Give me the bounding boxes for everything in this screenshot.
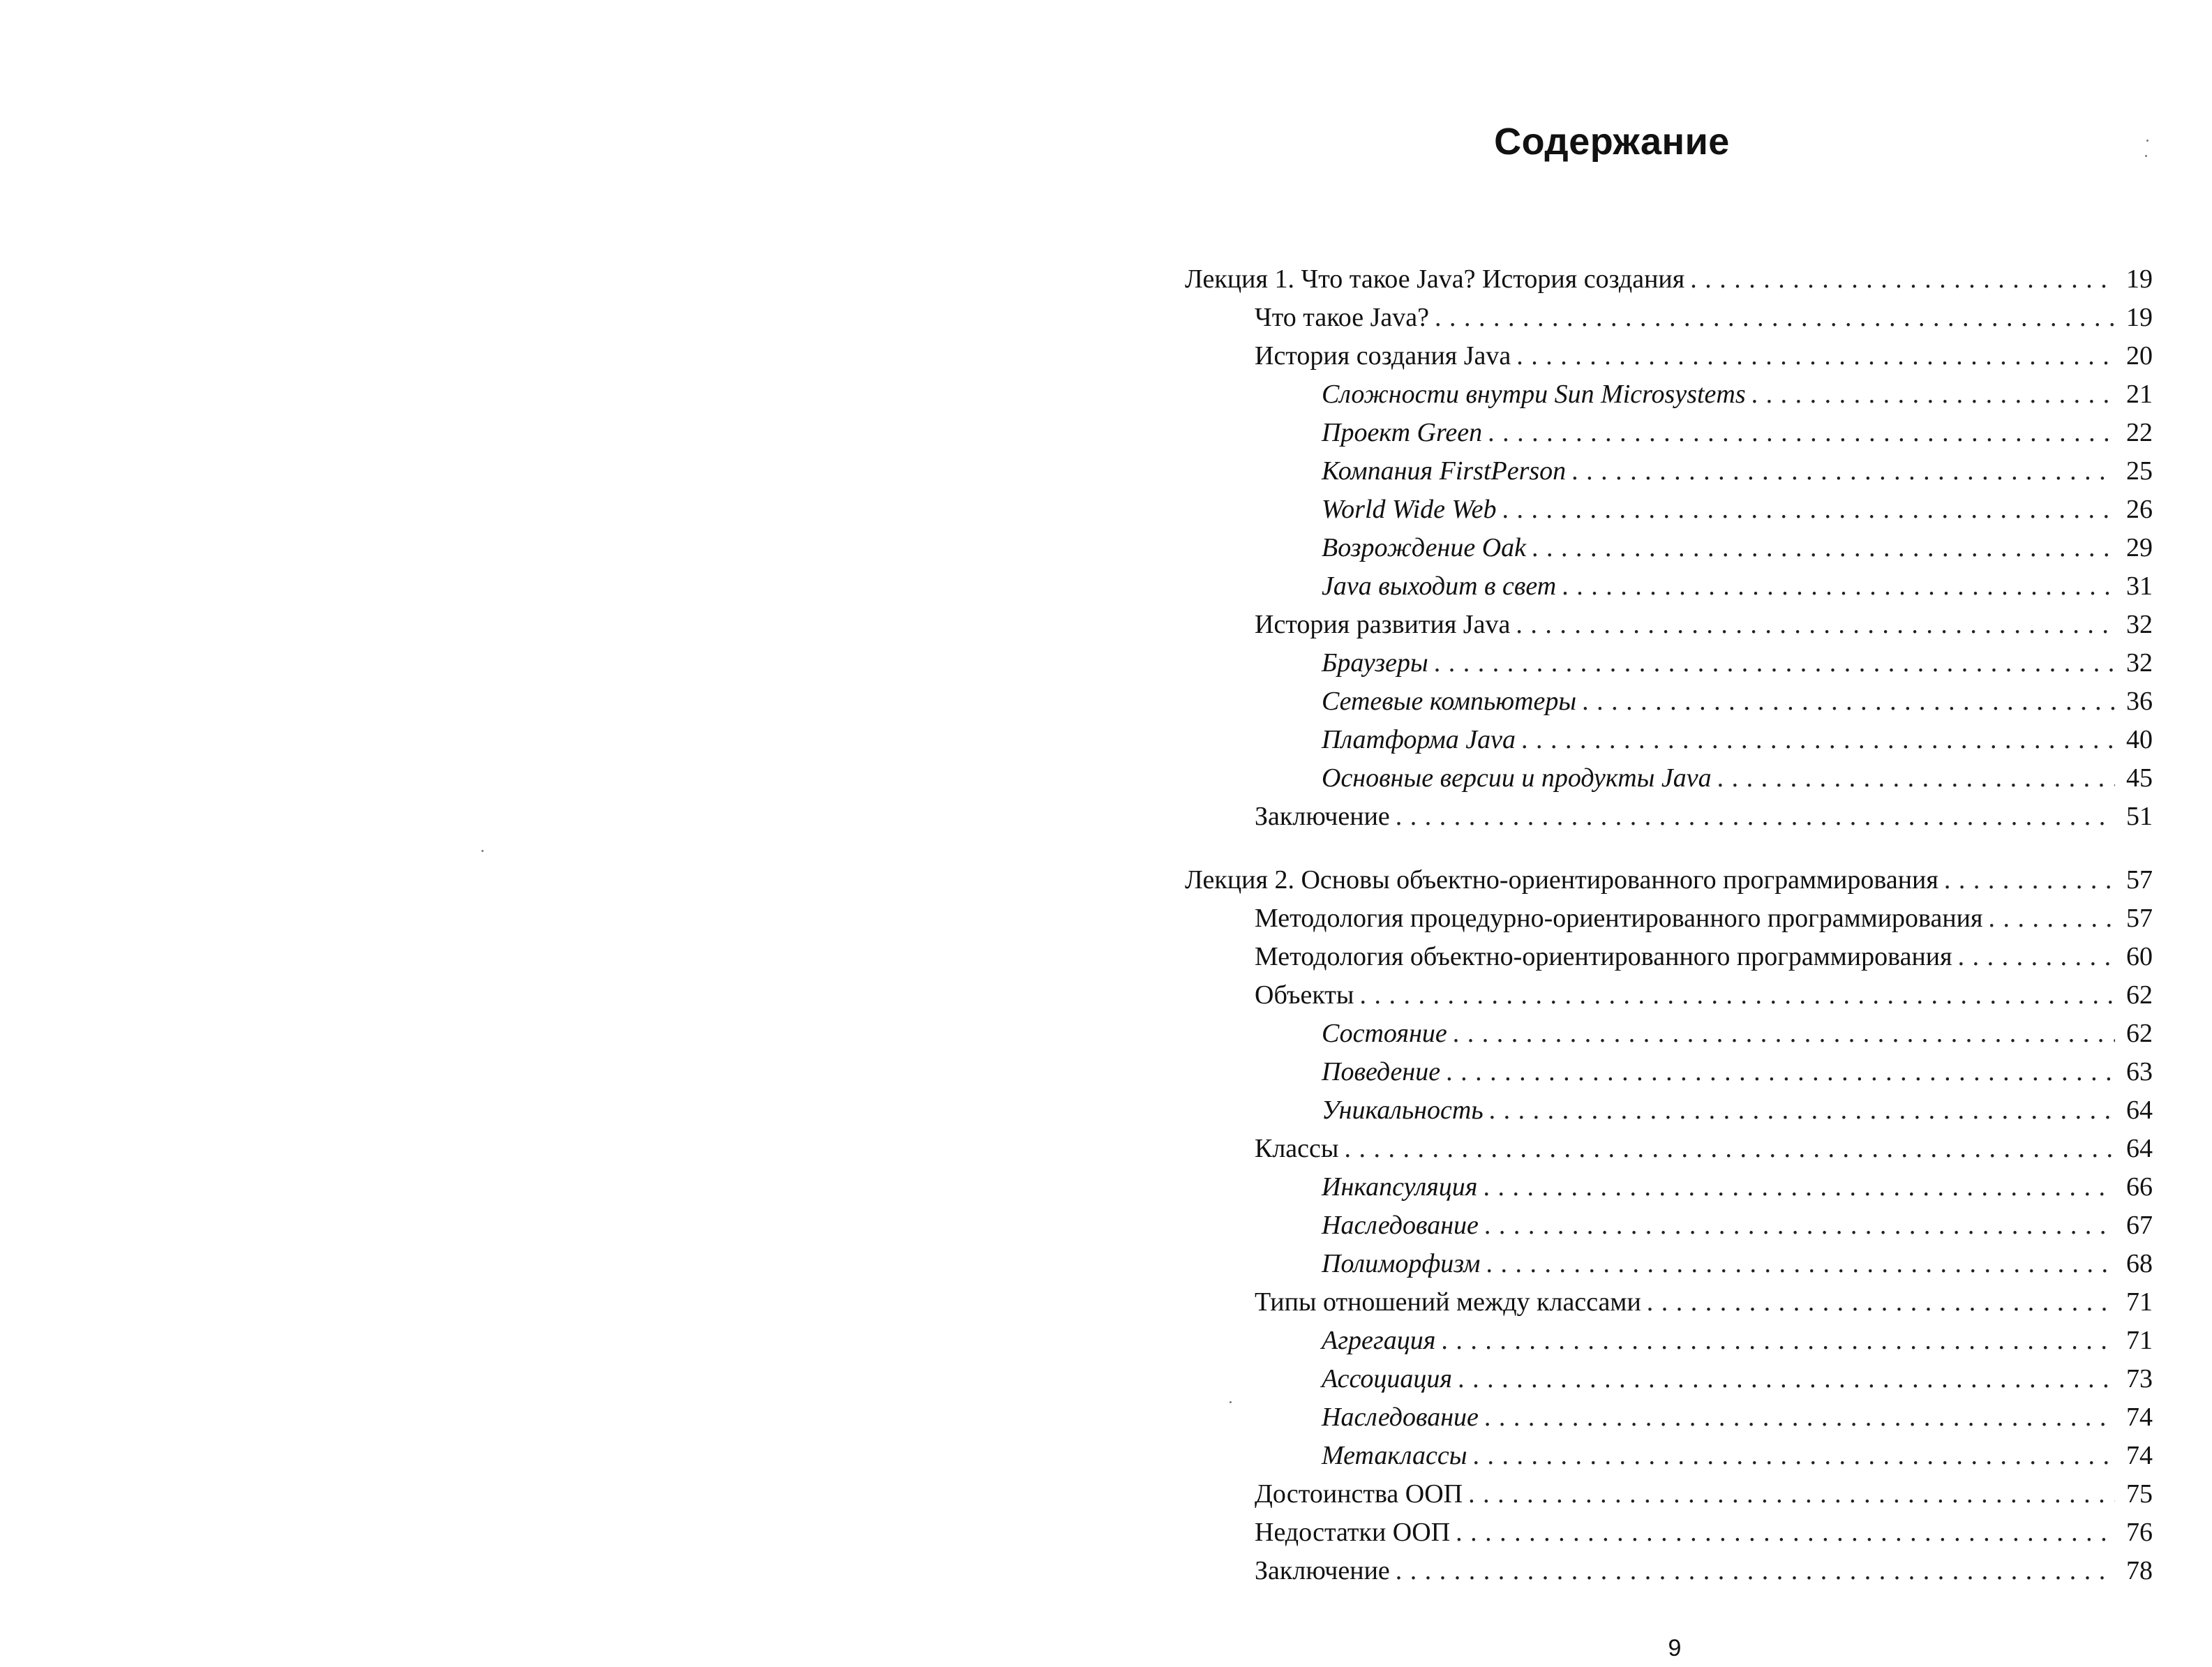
dot-leader: [1434, 644, 2115, 682]
toc-subsection-entry[interactable]: [1185, 644, 2153, 682]
toc-entry-page: 60: [2126, 942, 2153, 971]
toc-entry-page: 66: [2126, 1172, 2153, 1202]
toc-entry-title: Инкапсуляция: [1322, 1172, 1478, 1202]
toc-entry-title: Возрождение Oak: [1322, 533, 1527, 562]
toc-subsection-entry[interactable]: [1185, 414, 2153, 452]
toc-subsection-entry[interactable]: [1185, 759, 2153, 798]
dot-leader: [1532, 529, 2115, 567]
dot-leader: [1396, 798, 2115, 836]
toc-entry-page: 78: [2126, 1556, 2153, 1585]
dot-leader: [1458, 1360, 2115, 1398]
dot-leader: [1396, 1552, 2115, 1590]
dot-leader: [1489, 1091, 2115, 1130]
toc-entry-title: История развития Java: [1255, 610, 1511, 639]
toc-entry-page: 62: [2126, 980, 2153, 1010]
toc-entry-page: 62: [2126, 1019, 2153, 1048]
dot-leader: [1456, 1513, 2115, 1552]
toc-subsection-entry[interactable]: [1185, 1360, 2153, 1398]
dot-leader: [1944, 861, 2115, 899]
toc-entry-page: 31: [2126, 571, 2153, 601]
toc-entry-page: 76: [2126, 1518, 2153, 1547]
toc-subsection-entry[interactable]: [1185, 452, 2153, 491]
dot-leader: [1582, 682, 2115, 721]
toc-subsection-entry[interactable]: [1185, 567, 2153, 606]
toc-entry-title: Классы: [1255, 1134, 1339, 1163]
toc-section-entry[interactable]: [1185, 899, 2153, 938]
toc-entry-page: 20: [2126, 341, 2153, 371]
dot-leader: [1647, 1283, 2115, 1322]
toc-entry-page: 36: [2126, 687, 2153, 716]
toc-entry-title: Сложности внутри Sun Microsystems: [1322, 380, 1746, 409]
toc-entry-page: 74: [2126, 1441, 2153, 1470]
dot-leader: [1502, 491, 2115, 529]
dot-leader: [1484, 1206, 2115, 1245]
toc-entry-page: 29: [2126, 533, 2153, 562]
toc-entry-title: Лекция 2. Основы объектно-ориентированного программирования: [1185, 865, 1938, 895]
toc-entry-title: World Wide Web: [1322, 495, 1497, 524]
toc-entry-page: 40: [2126, 725, 2153, 754]
toc-subsection-entry[interactable]: [1185, 1091, 2153, 1130]
toc-entry-title: Метаклассы: [1322, 1441, 1467, 1470]
dot-leader: [1486, 1245, 2115, 1283]
dot-leader: [1488, 414, 2115, 452]
dot-leader: [1562, 567, 2115, 606]
dot-leader: [1484, 1398, 2115, 1437]
page-title: Содержание: [1494, 121, 1730, 163]
dot-leader: [1453, 1015, 2115, 1053]
toc-entry-title: Объекты: [1255, 980, 1354, 1010]
toc-subsection-entry[interactable]: [1185, 1015, 2153, 1053]
scan-speck: [2145, 155, 2147, 157]
toc-entry-page: 32: [2126, 610, 2153, 639]
toc-entry-title: Состояние: [1322, 1019, 1447, 1048]
toc-entry-page: 68: [2126, 1249, 2153, 1278]
toc-section-entry[interactable]: [1185, 337, 2153, 375]
toc-section-entry[interactable]: [1185, 1552, 2153, 1590]
toc-entry-title: Ассоциация: [1322, 1364, 1453, 1393]
toc-entry-title: Агрегация: [1322, 1326, 1436, 1355]
toc-entry-page: 57: [2126, 904, 2153, 933]
toc-entry-page: 63: [2126, 1057, 2153, 1086]
toc-entry-page: 51: [2126, 802, 2153, 831]
toc-subsection-entry[interactable]: [1185, 682, 2153, 721]
dot-leader: [1516, 606, 2115, 644]
toc-entry-title: Компания FirstPerson: [1322, 456, 1567, 486]
toc-entry-title: Методология процедурно-ориентированного программирования: [1255, 904, 1983, 933]
toc-entry-title: Java выходит в свет: [1322, 571, 1557, 601]
toc-section-entry[interactable]: [1185, 299, 2153, 337]
toc-entry-page: 74: [2126, 1403, 2153, 1432]
toc-entry-title: Уникальность: [1322, 1096, 1484, 1125]
toc-section-entry[interactable]: [1185, 1283, 2153, 1322]
toc-section-entry[interactable]: [1185, 938, 2153, 976]
toc-subsection-entry[interactable]: [1185, 1245, 2153, 1283]
dot-leader: [1751, 375, 2115, 414]
dot-leader: [1717, 759, 2115, 798]
dot-leader: [1516, 337, 2115, 375]
toc-entry-title: Достоинства ООП: [1255, 1479, 1463, 1509]
toc-entry-title: Недостатки ООП: [1255, 1518, 1451, 1547]
toc-entry-page: 71: [2126, 1287, 2153, 1317]
toc-entry-title: Заключение: [1255, 1556, 1390, 1585]
toc-entry-title: Что такое Java?: [1255, 303, 1429, 332]
toc-entry-page: 45: [2126, 763, 2153, 793]
toc-entry-title: Наследование: [1322, 1403, 1479, 1432]
toc-entry-title: Сетевые компьютеры: [1322, 687, 1577, 716]
toc-entry-title: Платформа Java: [1322, 725, 1516, 754]
toc-chapter-entry[interactable]: [1185, 861, 2153, 899]
dot-leader: [1483, 1168, 2115, 1206]
toc-subsection-entry[interactable]: [1185, 491, 2153, 529]
scan-speck: [2146, 140, 2149, 142]
dot-leader: [1435, 299, 2115, 337]
dot-leader: [1521, 721, 2115, 759]
toc-section-entry[interactable]: [1185, 606, 2153, 644]
toc-subsection-entry[interactable]: [1185, 721, 2153, 759]
toc-entry-title: Основные версии и продукты Java: [1322, 763, 1712, 793]
dot-leader: [1344, 1130, 2115, 1168]
toc-section-entry[interactable]: [1185, 798, 2153, 836]
toc-entry-title: Браузеры: [1322, 648, 1428, 678]
dot-leader: [1571, 452, 2115, 491]
toc-entry-page: 26: [2126, 495, 2153, 524]
toc-subsection-entry[interactable]: [1185, 1168, 2153, 1206]
toc-section-entry[interactable]: [1185, 1130, 2153, 1168]
toc-entry-page: 57: [2126, 865, 2153, 895]
dot-leader: [1472, 1437, 2115, 1475]
toc-entry-page: 25: [2126, 456, 2153, 486]
toc-entry-page: 22: [2126, 418, 2153, 447]
toc-entry-title: Лекция 1. Что такое Java? История создания: [1185, 264, 1685, 294]
toc-entry-title: Наследование: [1322, 1211, 1479, 1240]
dot-leader: [1441, 1322, 2115, 1360]
dot-leader: [1359, 976, 2115, 1015]
dot-leader: [1468, 1475, 2115, 1513]
dot-leader: [1958, 938, 2115, 976]
toc-section-entry[interactable]: [1185, 976, 2153, 1015]
toc-entry-page: 19: [2126, 264, 2153, 294]
dot-leader: [1690, 260, 2115, 299]
toc-entry-page: 71: [2126, 1326, 2153, 1355]
scan-speck: [481, 850, 484, 852]
table-of-contents: [1185, 260, 2153, 1590]
toc-entry-page: 21: [2126, 380, 2153, 409]
toc-entry-page: 32: [2126, 648, 2153, 678]
toc-entry-page: 75: [2126, 1479, 2153, 1509]
toc-entry-title: Проект Green: [1322, 418, 1483, 447]
dot-leader: [1989, 899, 2116, 938]
toc-entry-page: 64: [2126, 1096, 2153, 1125]
toc-subsection-entry[interactable]: [1185, 1322, 2153, 1360]
toc-section-entry[interactable]: [1185, 1513, 2153, 1552]
toc-subsection-entry[interactable]: [1185, 1053, 2153, 1091]
toc-subsection-entry[interactable]: [1185, 1437, 2153, 1475]
toc-section-entry[interactable]: [1185, 1475, 2153, 1513]
toc-entry-page: 64: [2126, 1134, 2153, 1163]
toc-subsection-entry[interactable]: [1185, 1398, 2153, 1437]
toc-entry-title: Поведение: [1322, 1057, 1441, 1086]
toc-subsection-entry[interactable]: [1185, 1206, 2153, 1245]
toc-entry-title: История создания Java: [1255, 341, 1511, 371]
toc-subsection-entry[interactable]: [1185, 529, 2153, 567]
toc-entry-page: 67: [2126, 1211, 2153, 1240]
toc-subsection-entry[interactable]: [1185, 375, 2153, 414]
toc-entry-title: Заключение: [1255, 802, 1390, 831]
page-number: 9: [1668, 1635, 1682, 1661]
toc-entry-page: 19: [2126, 303, 2153, 332]
toc-entry-page: 73: [2126, 1364, 2153, 1393]
dot-leader: [1446, 1053, 2115, 1091]
toc-entry-title: Полиморфизм: [1322, 1249, 1481, 1278]
toc-entry-title: Типы отношений между классами: [1255, 1287, 1641, 1317]
toc-entry-title: Методология объектно-ориентированного программирования: [1255, 942, 1952, 971]
toc-chapter-entry[interactable]: [1185, 260, 2153, 299]
